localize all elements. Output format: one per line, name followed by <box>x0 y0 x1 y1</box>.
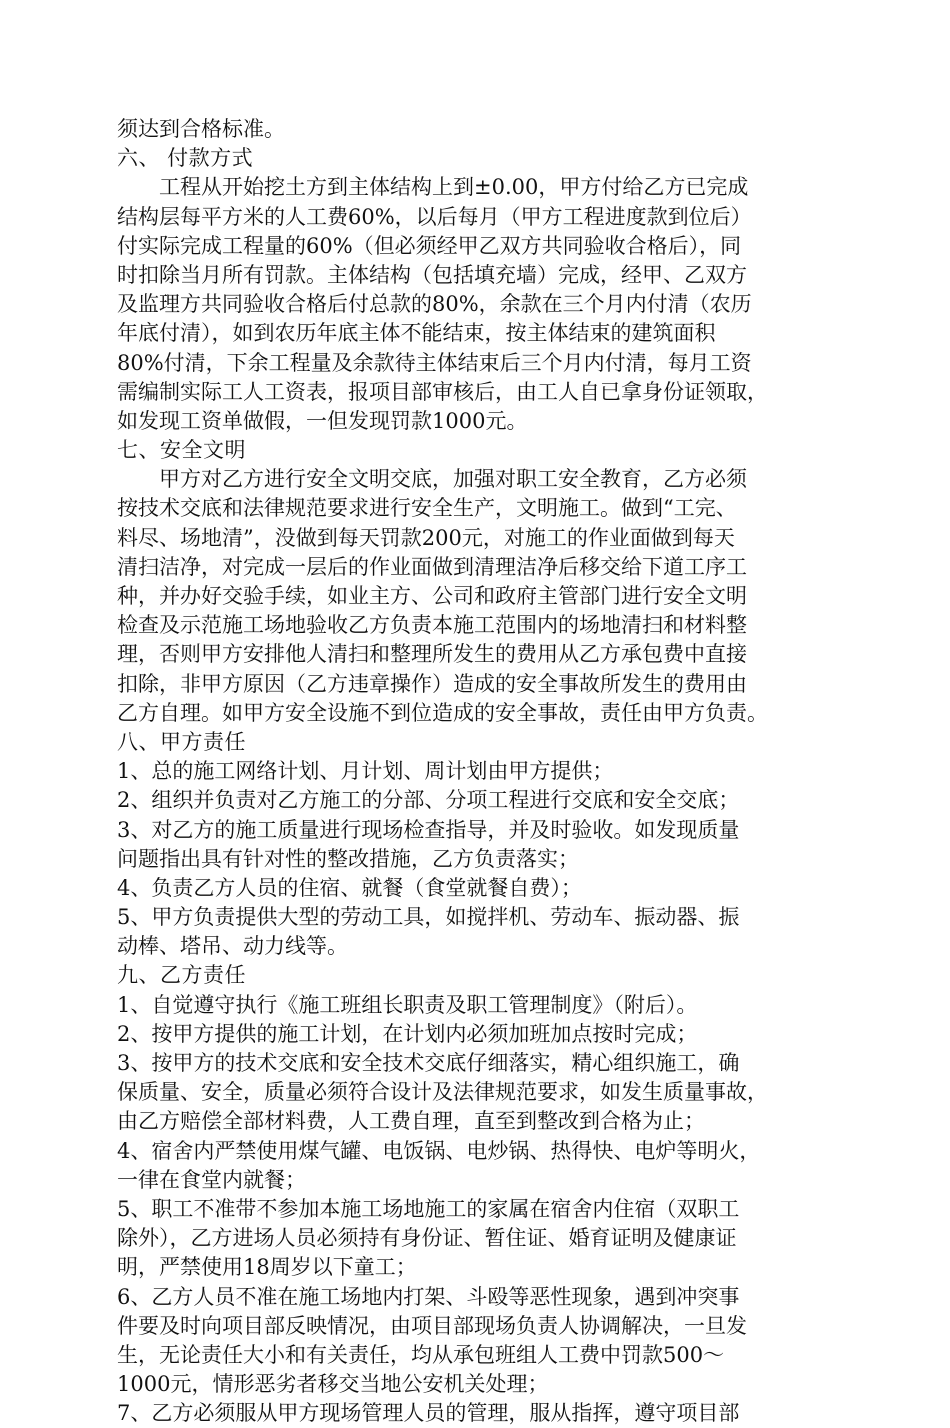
list-item: 1、自觉遵守执行《施工班组长职责及职工管理制度》（附后）。 <box>117 992 698 1017</box>
list-item: 明，严禁使用18周岁以下童工； <box>117 1255 417 1280</box>
text-line: 结构层每平方米的人工费60%，以后每月（甲方工程进度款到位后） <box>117 204 752 229</box>
text-line: 甲方对乙方进行安全文明交底，加强对职工安全教育，乙方必须 <box>159 467 747 492</box>
list-item: 1000元，情形恶劣者移交当地公安机关处理； <box>117 1372 549 1397</box>
text-line: 需编制实际工人工资表，报项目部审核后，由工人自已拿身份证领取， <box>117 379 768 404</box>
list-item: 5、甲方负责提供大型的劳动工具，如搅拌机、劳动车、振动器、振 <box>117 905 740 930</box>
text-line: 时扣除当月所有罚款。主体结构（包括填充墙）完成，经甲、乙双方 <box>117 262 747 287</box>
text-line: 检查及示范施工场地验收乙方负责本施工范围内的场地清扫和材料整 <box>117 613 747 638</box>
list-item: 问题指出具有针对性的整改措施，乙方负责落实； <box>117 846 579 871</box>
text-line: 工程从开始挖土方到主体结构上到±0.00，甲方付给乙方已完成 <box>159 175 749 200</box>
list-item: 2、按甲方提供的施工计划，在计划内必须加班加点按时完成； <box>117 1021 698 1046</box>
section-heading-party-a: 八、甲方责任 <box>117 729 246 754</box>
text-line: 种，并办好交验手续，如业主方、公司和政府主管部门进行安全文明 <box>117 584 747 608</box>
section-heading-party-b: 九、乙方责任 <box>117 963 246 988</box>
list-item: 1、总的施工网络计划、月计划、周计划由甲方提供； <box>117 759 614 784</box>
list-item: 5、职工不准带不参加本施工场地施工的家属在宿舍内住宿（双职工 <box>117 1196 740 1221</box>
text-line: 付实际完成工程量的60%（但必须经甲乙双方共同验收合格后），同 <box>117 233 742 258</box>
list-item: 件要及时向项目部反映情况，由项目部现场负责人协调解决，一旦发 <box>117 1313 747 1338</box>
list-item: 4、宿舍内严禁使用煤气罐、电饭锅、电炒锅、热得快、电炉等明火， <box>117 1138 761 1163</box>
text-line: 料尽、场地清”，没做到每天罚款200元，对施工的作业面做到每天 <box>117 525 735 550</box>
list-item: 生，无论责任大小和有关责任，均从承包班组人工费中罚款500～ <box>117 1342 725 1367</box>
text-line: 须达到合格标准。 <box>117 117 285 141</box>
text-line: 清扫洁净，对完成一层后的作业面做到清理洁净后移交给下道工序工 <box>117 554 747 579</box>
list-item: 保质量、安全，质量必须符合设计及法律规范要求，如发生质量事故， <box>117 1080 768 1105</box>
text-line: 80%付清，下余工程量及余款待主体结束后三个月内付清，每月工资 <box>117 350 752 375</box>
text-line: 年底付清），如到农历年底主体不能结束，按主体结束的建筑面积 <box>117 321 716 346</box>
list-item: 3、对乙方的施工质量进行现场检查指导，并及时验收。如发现质量 <box>117 817 740 842</box>
text-line: 如发现工资单做假，一但发现罚款1000元。 <box>117 408 528 433</box>
document-page <box>117 115 837 1428</box>
list-item: 动棒、塔吊、动力线等。 <box>117 934 348 959</box>
text-line: 按技术交底和法律规范要求进行安全生产，文明施工。做到“工完、 <box>117 496 737 521</box>
list-item: 4、负责乙方人员的住宿、就餐（食堂就餐自费）； <box>117 875 582 900</box>
list-item: 6、乙方人员不准在施工场地内打架、斗殴等恶性现象，遇到冲突事 <box>117 1284 740 1309</box>
list-item: 2、组织并负责对乙方施工的分部、分项工程进行交底和安全交底； <box>117 788 740 813</box>
text-line: 及监理方共同验收合格后付总款的80%，余款在三个月内付清（农历 <box>117 292 752 317</box>
text-line: 扣除，非甲方原因（乙方违章操作）造成的安全事故所发生的费用由 <box>117 671 747 696</box>
list-item: 一律在食堂内就餐； <box>117 1167 306 1192</box>
section-heading-safety: 七、安全文明 <box>117 438 246 463</box>
list-item: 除外），乙方进场人员必须持有身份证、暂住证、婚育证明及健康证 <box>117 1226 737 1251</box>
list-item: 3、按甲方的技术交底和安全技术交底仔细落实，精心组织施工，确 <box>117 1051 740 1075</box>
text-line: 乙方自理。如甲方安全设施不到位造成的安全事故，责任由甲方负责。 <box>117 700 768 725</box>
list-item: 7、乙方必须服从甲方现场管理人员的管理，服从指挥，遵守项目部 <box>117 1401 740 1426</box>
section-heading-payment: 六、 付款方式 <box>117 146 254 171</box>
list-item: 由乙方赔偿全部材料费，人工费自理，直至到整改到合格为止； <box>117 1109 705 1134</box>
text-line: 理，否则甲方安排他人清扫和整理所发生的费用从乙方承包费中直接 <box>117 642 747 667</box>
